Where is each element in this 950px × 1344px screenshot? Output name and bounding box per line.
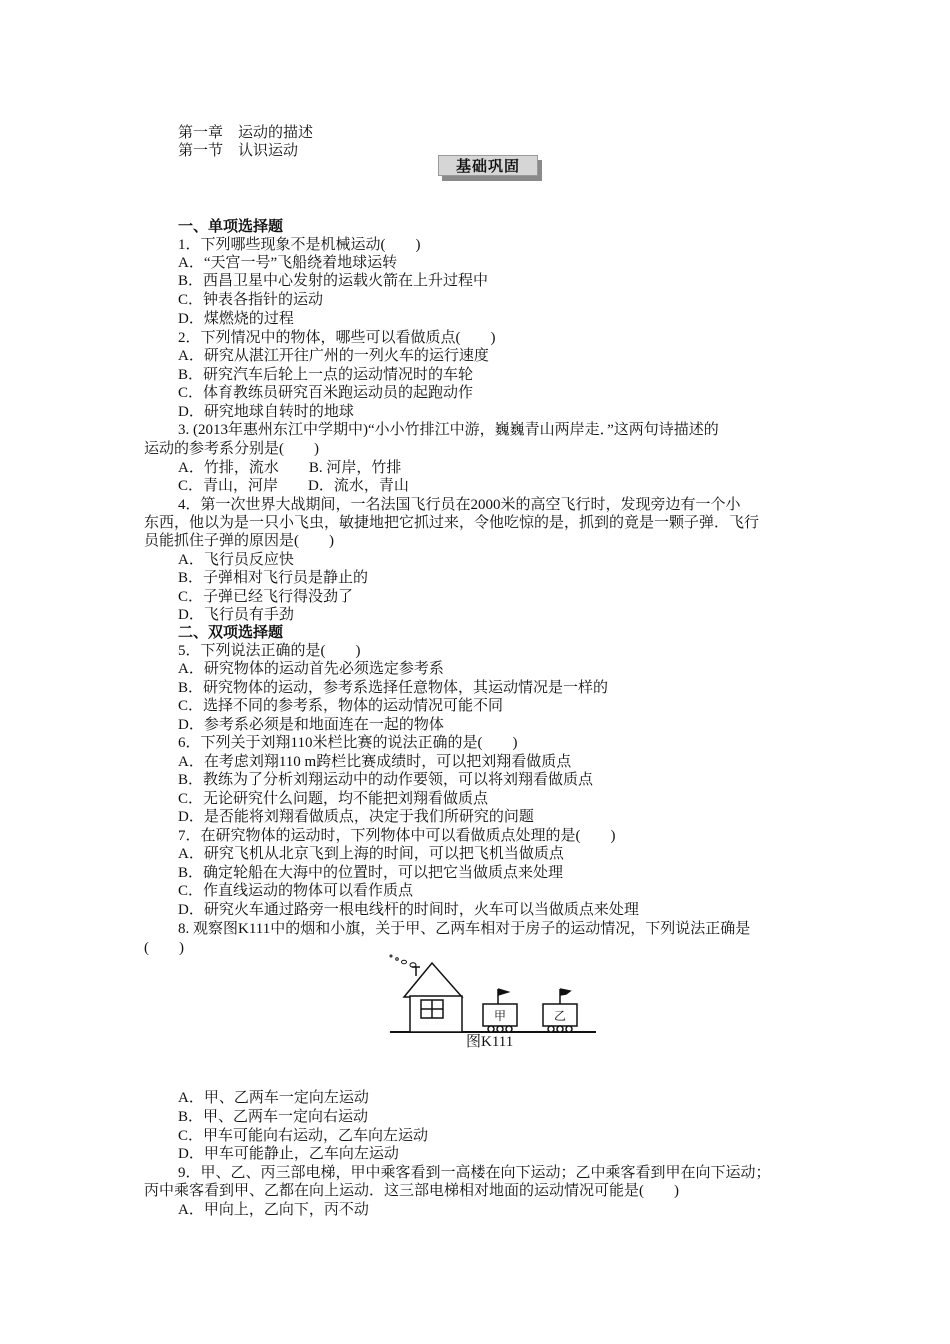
figure-caption: 图K111 [466, 1034, 514, 1050]
answer-option: A．研究飞机从北京飞到上海的时间，可以把飞机当做质点 [178, 846, 564, 862]
answer-option: B．西昌卫星中心发射的运载火箭在上升过程中 [178, 273, 489, 289]
figure-k111 [388, 953, 598, 1039]
answer-option: B．研究物体的运动，参考系选择任意物体，其运动情况是一样的 [178, 680, 609, 696]
answer-option: D．甲车可能静止，乙车向左运动 [178, 1146, 399, 1162]
cart-yi-icon [543, 989, 577, 1032]
section-heading: 二、双项选择题 [178, 625, 284, 641]
chapter-title: 第一章 运动的描述 [178, 125, 314, 141]
answer-option: B．教练为了分析刘翔运动中的动作要领，可以将刘翔看做质点 [178, 772, 594, 788]
answer-option: D．飞行员有手劲 [178, 607, 294, 623]
cart-jia-label: 甲 [493, 1009, 507, 1023]
question-line: 东西，他以为是一只小飞虫，敏捷地把它抓过来，令他吃惊的是，抓到的竟是一颗子弹．飞行 [144, 515, 760, 531]
answer-option: A．在考虑刘翔110 m跨栏比赛成绩时，可以把刘翔看做质点 [178, 754, 572, 770]
answer-option: D．参考系必须是和地面连在一起的物体 [178, 717, 444, 733]
section-title: 第一节 认识运动 [178, 143, 299, 159]
answer-option: C．青山，河岸 D．流水，青山 [178, 478, 409, 494]
answer-option: C．体育教练员研究百米跑运动员的起跑动作 [178, 385, 474, 401]
answer-option: A．甲向上，乙向下，丙不动 [178, 1202, 369, 1218]
question-line: 4．第一次世界大战期间，一名法国飞行员在2000米的高空飞行时，发现旁边有一个小 [178, 497, 741, 513]
question-line: ( ) [144, 940, 184, 956]
answer-option: D．研究火车通过路旁一根电线杆的时间时，火车可以当做质点来处理 [178, 902, 639, 918]
cart-yi-label: 乙 [553, 1009, 567, 1023]
badge-label: 基础巩固 [438, 155, 538, 176]
question-line: 7．在研究物体的运动时，下列物体中可以看做质点处理的是( ) [178, 828, 616, 844]
answer-option: A．甲、乙两车一定向左运动 [178, 1090, 369, 1106]
question-line: 运动的参考系分别是( ) [144, 441, 319, 457]
answer-option: A．“天宫一号”飞船绕着地球运转 [178, 255, 398, 271]
question-line: 5．下列说法正确的是( ) [178, 643, 361, 659]
answer-option: C．钟表各指针的运动 [178, 292, 324, 308]
answer-option: C．无论研究什么问题，均不能把刘翔看做质点 [178, 791, 489, 807]
question-line: 6．下列关于刘翔110米栏比赛的说法正确的是( ) [178, 735, 518, 751]
question-line: 8. 观察图K111中的烟和小旗，关于甲、乙两车相对于房子的运动情况，下列说法正确是 [178, 921, 751, 937]
question-line: 员能抓住子弹的原因是( ) [144, 533, 334, 549]
question-line: 2．下列情况中的物体，哪些可以看做质点( ) [178, 330, 496, 346]
answer-option: C．子弹已经飞行得没劲了 [178, 589, 354, 605]
answer-option: A．竹排，流水 B. 河岸，竹排 [178, 460, 402, 476]
house-icon [404, 963, 462, 1032]
answer-option: B．确定轮船在大海中的位置时，可以把它当做质点来处理 [178, 865, 564, 881]
answer-option: B．甲、乙两车一定向右运动 [178, 1109, 369, 1125]
answer-option: A．飞行员反应快 [178, 552, 294, 568]
answer-option: C．甲车可能向右运动，乙车向左运动 [178, 1128, 429, 1144]
answer-option: D．研究地球自转时的地球 [178, 404, 354, 420]
question-line: 1．下列哪些现象不是机械运动( ) [178, 237, 421, 253]
answer-option: A．研究物体的运动首先必须选定参考系 [178, 661, 444, 677]
answer-option: B．研究汽车后轮上一点的运动情况时的车轮 [178, 367, 474, 383]
section-badge [438, 155, 542, 181]
answer-option: A．研究从湛江开往广州的一列火车的运行速度 [178, 348, 489, 364]
answer-option: D．煤燃烧的过程 [178, 311, 294, 327]
answer-option: B．子弹相对飞行员是静止的 [178, 570, 369, 586]
question-line: 9．甲、乙、丙三部电梯，甲中乘客看到一高楼在向下运动；乙中乘客看到甲在向下运动； [178, 1165, 771, 1181]
section-heading: 一、单项选择题 [178, 219, 284, 235]
question-line: 丙中乘客看到甲、乙都在向上运动．这三部电梯相对地面的运动情况可能是( ) [144, 1183, 679, 1199]
smoke-icon [390, 955, 416, 967]
question-line: 3. (2013年惠州东江中学期中)“小小竹排江中游，巍巍青山两岸走．”这两句诗描述的 [178, 422, 719, 438]
answer-option: D．是否能将刘翔看做质点，决定于我们所研究的问题 [178, 809, 534, 825]
answer-option: C．作直线运动的物体可以看作质点 [178, 883, 414, 899]
answer-option: C．选择不同的参考系，物体的运动情况可能不同 [178, 698, 504, 714]
cart-jia-icon [483, 989, 517, 1032]
